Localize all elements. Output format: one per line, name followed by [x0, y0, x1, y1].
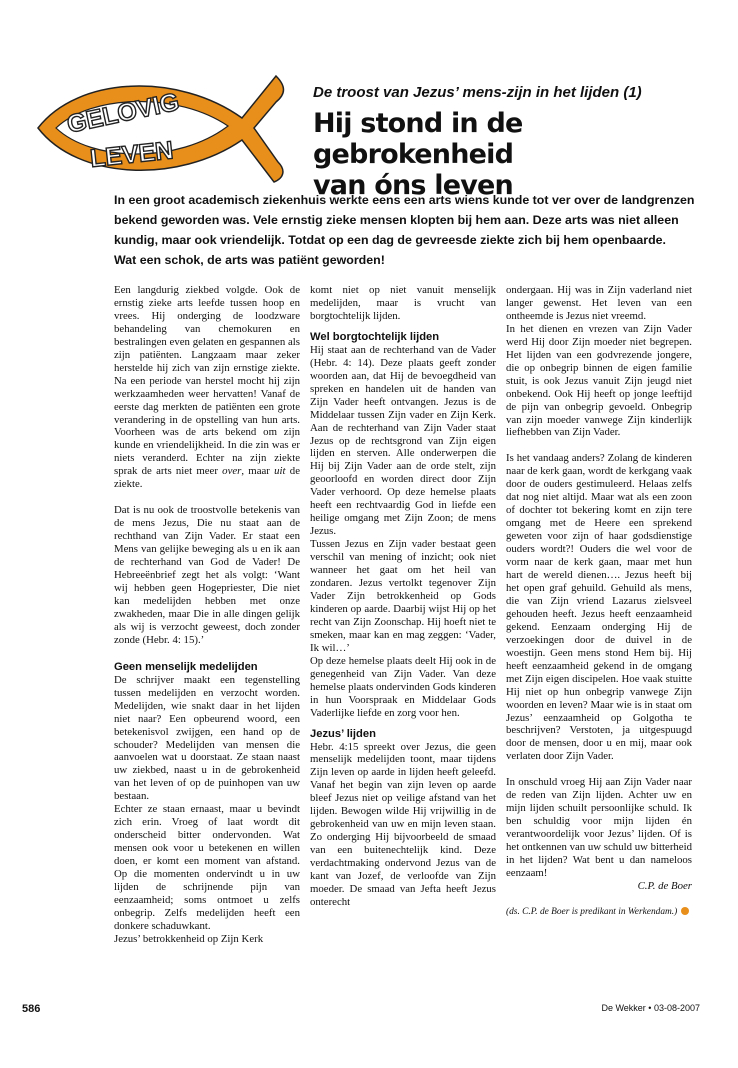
logo-word-1: GELOVIG: [64, 87, 182, 139]
column-3: [506, 284, 692, 919]
paragraph: Dat is nu ook de troostvolle betekenis van de mens Jezus, Die nu staat aan de rechthand van Zijn Vader. Er staat een Mens van gelijke beweging als u en ik aan de rechterhand van God de Vader! De Hebreeënbrief zegt het als volgt: ‘Want wij hebben geen Hogepriester, Die niet kan medelijden hebben met onze zwakheden, maar Die in alle dingen gelijk als wij is verzocht geweest, doch zonder zonde (Hebr. 4: 15).’: [114, 504, 300, 646]
logo-word-2: LEVEN: [88, 136, 175, 173]
article-intro: [114, 190, 714, 270]
paragraph: komt niet op niet vanuit menselijk medelijden, maar is vrucht van borgtochtelijk lijden.: [310, 284, 496, 322]
paragraph: ondergaan. Hij was in Zijn vaderland niet langer gewenst. Het leven van een ontheemde is Jezus niet vreemd.: [506, 284, 692, 322]
author-signature: C.P. de Boer: [637, 879, 692, 892]
paragraph: In onschuld vroeg Hij aan Zijn Vader naar de reden van Zijn lijden. Achter uw en mijn lijden schuilt persoonlijke schuld. Ik ben schuldig voor mijn lijden én verantwoordelijk voor Jezus’ lijden. Of is het ontkennen van uw schuld uw bitterheid in het lijden? Wat bent u dan nameloos eenzaam!: [506, 776, 692, 879]
title-line-1: Hij stond in de gebrokenheid: [313, 108, 523, 170]
paragraph: Op deze hemelse plaats deelt Hij ook in de genegenheid van Zijn Vader. Van deze hemelse plaats ondervinden Gods kinderen in hun Voorspraak en Middelaar Gods Vaderlijke liefde en zorg voor hen.: [310, 654, 496, 719]
section-heading: Wel borgtochtelijk lijden: [310, 330, 440, 343]
paragraph: Echter ze staan ernaast, maar u bevindt zich erin. Vroeg of laat wordt dit onderscheid bitter ondervonden. Wat mensen ook voor u betekenen en willen doen, er komt een moment van afstand. Op die momenten ondervindt u in uw lijden de schrijnende pijn van eenzaamheid; soms ontmoet u zelfs onbegrip. Zelfs medelijden heeft een donkere schaduwkant.: [114, 803, 300, 932]
intro-line: kundig, maar ook vriendelijk. Totdat op een dag de gevreesde ziekte zich bij hem openbaarde.: [114, 233, 666, 247]
paragraph: In het dienen en vrezen van Zijn Vader werd Hij door Zijn moeder niet begrepen. Het lijden van een godvrezende jongere, die op onbegrip binnen de eigen familie stuit, is ook Jezus vanuit Zijn jeugd niet onbekend. Ook Hij heeft op jonge leeftijd de pijn van onbegrip gevoeld. Onbegrip van zijn moeder vanwege Zijn kinderlijk liefhebben van Zijn Vader.: [506, 322, 692, 439]
emphasis: over: [222, 465, 242, 478]
end-mark-icon: [681, 907, 689, 915]
intro-line: Wat een schok, de arts was patiënt geworden!: [114, 253, 385, 267]
paragraph: Tussen Jezus en Zijn vader bestaat geen verschil van mening of inzicht; ook niet wanneer het gaat om het heil van zondaren. Jezus vertolkt tegenover Zijn Vader Zijn betrokkenheid op Gods kinderen op aarde. Daarbij wijst Hij op het recht van Zijn Zoonschap. Hij hoeft niet te smeken, maar kan en mag zeggen: ‘Vader, Ik wil…’: [310, 538, 496, 654]
page-number: 586: [22, 1003, 41, 1015]
intro-line: bekend geworden was. Vele ernstig zieke mensen klopten bij hem aan. Deze arts was niet alleen: [114, 213, 679, 227]
gelovig-leven-logo: [28, 70, 290, 186]
article-kicker: De troost van Jezus’ mens-zijn in het lijden (1): [313, 84, 642, 101]
paragraph: Hij staat aan de rechterhand van de Vader (Hebr. 4: 14). Deze plaats geeft zonder woorden aan, dat Hij de bevoegdheid van spreken en handelen uit de handen van Zijn Vader heeft ontvangen. Jezus is de Middelaar tussen Zijn vader en Zijn Kerk. Aan de rechterhand van Zijn Vader staat Jezus op de rechtsgrond van Zijn eigen lijden en sterven. Alle onderwerpen die Hij bij Zijn Vader aan de orde stelt, zijn geoorloofd en worden direct door Zijn Vader verhoord. Op deze hemelse plaats heeft een rechtvaardig God in liefde een heilige omgang met Zijn Zoon; de mens Jezus.: [310, 343, 496, 538]
section-heading: Geen menselijk medelijden: [114, 660, 258, 673]
paragraph: De schrijver maakt een tegenstelling tussen medelijden en verzocht worden. Medelijden, wie snakt daar in het lijden niet naar? Een opbeurend woord, een betekenisvol zwijgen, een hand op de schouder? Medelijden van mensen die aanvoelen wat u doorstaat. Ze staan naast uw ziekbed, naast u in de gebrokenheid van het leven of op de puinhopen van uw bestaan.: [114, 673, 300, 803]
intro-line: In een groot academisch ziekenhuis werkte eens een arts wiens kunde tot ver over de landgrenzen: [114, 193, 695, 207]
column-2: [310, 284, 496, 909]
fish-logo-icon: [28, 70, 290, 186]
publication-footer: De Wekker • 03-08-2007: [601, 1003, 700, 1013]
paragraph: Hebr. 4:15 spreekt over Jezus, die geen menselijk medelijden toont, maar tijdens Zijn leven op aarde in lijden heeft geleefd. Vanaf het begin van zijn leven op aarde bleef Jezus niet op veilige afstand van het lijden. Bewogen wilde Hij vrijwillig in de gebrokenheid van uw en mijn leven staan. Zo onderging Hij bijvoorbeeld de smaad van een buitenechtelijk kind. Deze verdachtmaking ondervond Jezus van de kant van Jozef, de verloofde van Zijn moeder. De smaad van Jefta heeft Jezus onterecht: [310, 740, 496, 908]
title-line-2: van óns leven: [313, 170, 513, 201]
paragraph: Jezus’ betrokkenheid op Zijn Kerk: [114, 932, 264, 945]
paragraph: Is het vandaag anders? Zolang de kinderen naar de kerk gaan, wordt de kerkgang vaak door de ouders gestimuleerd. Helaas zelfs dat nog niet altijd. Maar wat als een zoon of dochter tot bekering komt en zijn tere omgang met de Heere een sprekend geweten voor zijn of haar godsdienstige ouders wordt?! Ouders die wel voor de vorm naar de kerk gaan, maar met hun hart de wereld dienen…. Jezus heeft bij het open graf gehuild. Gehuild als mens, die van Zijn vriend Lazarus zielsveel gehouden heeft. Jezus heeft eenzaamheid gekend. Eenzaam onderging Hij de verzoekingen door de duivel in de woestijn. Geen mens stond Hem bij. Hij heeft eenzaamheid gekend in de omgang met Zijn eigen discipelen. Hoe vaak stuitte Hij niet op hun onbegrip vanwege Zijn woorden en leven? Maar wie is in staat om Jezus’ eenzaamheid op Golgotha te beschrijven? Verstoten, ja uitgespuugd door de mensen, door u en mij, maar ook verlaten door Zijn Vader.: [506, 452, 692, 763]
paragraph: Een langdurig ziekbed volgde. Ook de ernstig zieke arts leefde tussen hoop en vrees. Hij onderging de loodzware behandeling van chemokuren en bestralingen even gelaten en gespannen als zijn patiënten. Langzaam maar zeker herstelde hij zich van zijn ernstige ziekte. Na een periode van herstel mocht hij zijn werkzaamheden weer hervatten! Vanaf de eerste dag merkten de patiënten een grote verandering in de opstelling van hun arts. Voorheen was de arts bekend om zijn kunde en vriendelijkheid. In die zin was er niets veranderd. Echter na zijn ziekte sprak de arts niet meer over, maar uit de ziekte.: [114, 284, 300, 491]
column-1: [114, 284, 300, 946]
author-credit: (ds. C.P. de Boer is predikant in Werkendam.): [506, 906, 692, 919]
emphasis: uit: [274, 465, 286, 478]
section-heading: Jezus’ lijden: [310, 727, 376, 740]
article-title: [313, 108, 723, 201]
